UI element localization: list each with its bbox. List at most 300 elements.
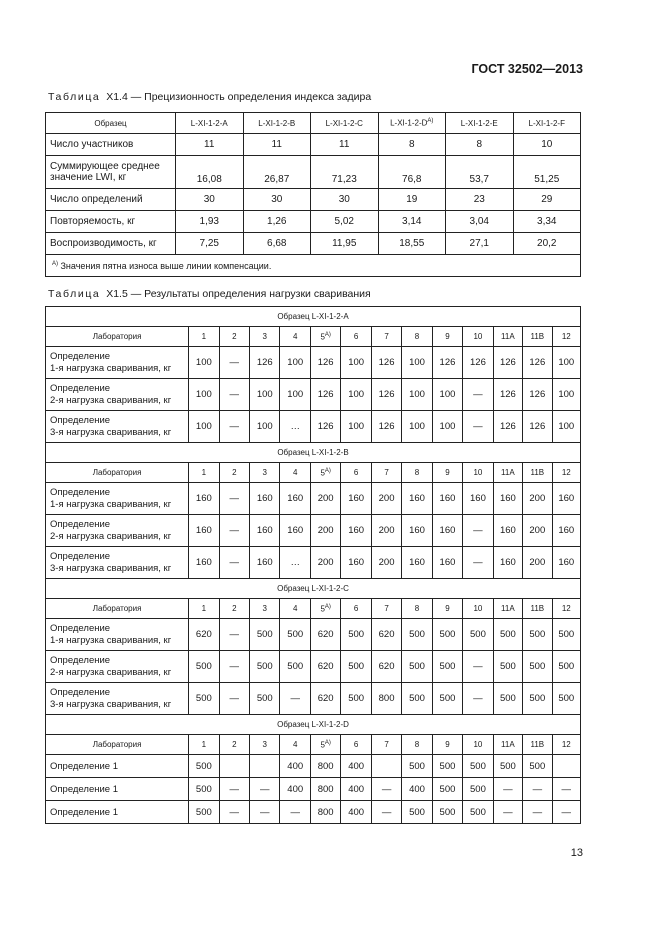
determination-label-line1: Определение bbox=[50, 550, 111, 562]
determination-row bbox=[46, 547, 581, 579]
value-cell: — bbox=[219, 651, 249, 683]
value-cell: 500 bbox=[189, 755, 219, 778]
determination-row bbox=[46, 778, 581, 801]
determination-row bbox=[46, 683, 581, 715]
value-cell: 160 bbox=[341, 483, 371, 515]
precision-table bbox=[45, 112, 581, 277]
column-header-cell bbox=[446, 113, 514, 134]
value-cell: 500 bbox=[493, 683, 522, 715]
value-cell: 126 bbox=[523, 379, 552, 411]
value-cell: 160 bbox=[432, 547, 462, 579]
value-cell: 160 bbox=[250, 547, 280, 579]
table1-row bbox=[46, 156, 581, 189]
laboratory-number-cell bbox=[250, 463, 280, 483]
value-cell: 126 bbox=[310, 411, 340, 443]
column-header-label: L-XI-1-2-A bbox=[190, 118, 228, 128]
value-cell: 20,2 bbox=[513, 233, 581, 255]
laboratory-number-cell bbox=[371, 599, 401, 619]
column-header-label: L-XI-1-2-F bbox=[528, 118, 565, 128]
value-cell: 3,34 bbox=[513, 211, 581, 233]
value-cell: 26,87 bbox=[243, 156, 311, 189]
row-label: Число участников bbox=[46, 134, 176, 156]
value-cell bbox=[552, 755, 580, 778]
footnote-marker: A) bbox=[324, 603, 331, 610]
determination-row bbox=[46, 651, 581, 683]
value-cell: 16,08 bbox=[176, 156, 244, 189]
laboratory-number: 8 bbox=[414, 332, 420, 341]
value-cell: 8 bbox=[446, 134, 514, 156]
laboratory-number-cell bbox=[341, 599, 371, 619]
value-cell: 3,04 bbox=[446, 211, 514, 233]
value-cell: 126 bbox=[463, 347, 493, 379]
value-cell: 200 bbox=[371, 515, 401, 547]
value-cell: 160 bbox=[552, 547, 580, 579]
value-cell: 100 bbox=[189, 411, 219, 443]
value-cell: — bbox=[250, 778, 280, 801]
value-cell: 126 bbox=[310, 379, 340, 411]
value-cell: 100 bbox=[189, 379, 219, 411]
value-cell: 160 bbox=[552, 515, 580, 547]
value-cell: 500 bbox=[463, 755, 493, 778]
sample-title: Образец L-XI-1-2-C bbox=[46, 579, 581, 599]
laboratory-number-cell bbox=[219, 327, 249, 347]
value-cell: 400 bbox=[280, 755, 310, 778]
laboratory-number: 7 bbox=[384, 604, 389, 613]
value-cell: 200 bbox=[523, 483, 552, 515]
determination-label bbox=[46, 483, 189, 515]
laboratory-number: 9 bbox=[445, 604, 450, 613]
value-cell: 51,25 bbox=[513, 156, 581, 189]
value-cell: 126 bbox=[432, 347, 462, 379]
laboratory-number-cell bbox=[310, 735, 340, 755]
laboratory-number: 12 bbox=[561, 604, 571, 613]
sample-title: Образец L-XI-1-2-B bbox=[46, 443, 581, 463]
determination-label bbox=[46, 547, 189, 579]
laboratory-number: 5 bbox=[320, 604, 325, 614]
row-label: Повторяемость, кг bbox=[46, 211, 176, 233]
value-cell: — bbox=[463, 683, 493, 715]
value-cell: 100 bbox=[552, 411, 580, 443]
value-cell: 500 bbox=[402, 683, 432, 715]
table1-row bbox=[46, 233, 581, 255]
laboratory-number: 3 bbox=[262, 468, 267, 477]
laboratory-number: 10 bbox=[473, 468, 483, 477]
laboratory-number-cell bbox=[341, 327, 371, 347]
table1-header-row bbox=[46, 113, 581, 134]
laboratory-number: 2 bbox=[232, 740, 237, 749]
laboratory-number-cell bbox=[402, 735, 432, 755]
table1-footnote bbox=[46, 255, 581, 277]
value-cell: 500 bbox=[402, 801, 432, 824]
value-cell: 23 bbox=[446, 189, 514, 211]
value-cell: — bbox=[371, 801, 401, 824]
value-cell: 620 bbox=[371, 619, 401, 651]
determination-row bbox=[46, 347, 581, 379]
determination-label-line1: Определение bbox=[50, 622, 111, 634]
laboratory-number: 2 bbox=[232, 332, 237, 341]
laboratory-number: 12 bbox=[561, 332, 571, 341]
value-cell: 500 bbox=[250, 651, 280, 683]
laboratory-number: 5 bbox=[320, 468, 325, 478]
value-cell: 500 bbox=[523, 683, 552, 715]
laboratory-label: Лаборатория bbox=[46, 463, 189, 483]
value-cell: — bbox=[463, 515, 493, 547]
determination-label bbox=[46, 515, 189, 547]
value-cell: 29 bbox=[513, 189, 581, 211]
laboratory-number-cell bbox=[493, 735, 522, 755]
value-cell: 500 bbox=[189, 651, 219, 683]
laboratory-number-cell bbox=[219, 463, 249, 483]
value-cell: 500 bbox=[280, 619, 310, 651]
value-cell: 100 bbox=[280, 347, 310, 379]
laboratory-number-cell bbox=[523, 735, 552, 755]
determination-label bbox=[46, 651, 189, 683]
value-cell: 160 bbox=[493, 515, 522, 547]
laboratory-number-cell bbox=[310, 463, 340, 483]
value-cell: 160 bbox=[280, 483, 310, 515]
laboratory-number: 3 bbox=[262, 740, 267, 749]
value-cell: — bbox=[523, 778, 552, 801]
laboratory-number: 9 bbox=[445, 468, 450, 477]
laboratory-number: 7 bbox=[384, 468, 389, 477]
value-cell: 11 bbox=[311, 134, 379, 156]
laboratory-number: 11B bbox=[530, 468, 545, 477]
determination-label-line2: 2-я нагрузка сваривания, кг bbox=[50, 394, 172, 406]
document-header: ГОСТ 32502—2013 bbox=[471, 62, 583, 76]
value-cell: 126 bbox=[371, 379, 401, 411]
laboratory-number-cell bbox=[463, 735, 493, 755]
determination-label-line2: 3-я нагрузка сваривания, кг bbox=[50, 698, 172, 710]
value-cell: 126 bbox=[310, 347, 340, 379]
laboratory-number: 5 bbox=[320, 740, 325, 750]
determination-label-line2: 2-я нагрузка сваривания, кг bbox=[50, 530, 172, 542]
laboratory-number: 11A bbox=[501, 604, 515, 613]
laboratory-number-cell bbox=[402, 599, 432, 619]
determination-label bbox=[46, 619, 189, 651]
laboratory-number-cell bbox=[280, 599, 310, 619]
footnote-marker: A) bbox=[52, 260, 58, 267]
value-cell: — bbox=[493, 801, 522, 824]
column-header-cell bbox=[176, 113, 244, 134]
value-cell bbox=[371, 755, 401, 778]
laboratory-number: 4 bbox=[292, 468, 298, 477]
laboratory-number-cell bbox=[280, 463, 310, 483]
value-cell: 18,55 bbox=[378, 233, 446, 255]
value-cell: — bbox=[463, 547, 493, 579]
value-cell: 126 bbox=[371, 347, 401, 379]
determination-label-line2: 2-я нагрузка сваривания, кг bbox=[50, 666, 172, 678]
value-cell: 160 bbox=[341, 515, 371, 547]
value-cell: 160 bbox=[189, 547, 219, 579]
determination-label: Определение 1 bbox=[46, 755, 189, 778]
determination-label-line1: Определение bbox=[50, 686, 111, 698]
laboratory-label: Лаборатория bbox=[46, 599, 189, 619]
value-cell: 1,26 bbox=[243, 211, 311, 233]
value-cell: 500 bbox=[523, 651, 552, 683]
footnote-marker: A) bbox=[324, 467, 331, 474]
value-cell: 400 bbox=[402, 778, 432, 801]
value-cell: 1,93 bbox=[176, 211, 244, 233]
value-cell: 500 bbox=[463, 778, 493, 801]
value-cell: — bbox=[463, 411, 493, 443]
value-cell: 160 bbox=[189, 515, 219, 547]
value-cell: — bbox=[493, 778, 522, 801]
laboratory-number-cell bbox=[189, 327, 219, 347]
laboratory-number: 2 bbox=[232, 468, 237, 477]
determination-row bbox=[46, 801, 581, 824]
table1-note-row bbox=[46, 255, 581, 277]
value-cell: 800 bbox=[371, 683, 401, 715]
value-cell bbox=[250, 755, 280, 778]
table1-caption-prefix: Таблица bbox=[48, 91, 101, 103]
determination-row bbox=[46, 483, 581, 515]
value-cell: — bbox=[219, 778, 249, 801]
value-cell: — bbox=[280, 801, 310, 824]
value-cell: — bbox=[371, 778, 401, 801]
value-cell: 500 bbox=[552, 683, 580, 715]
laboratory-number-cell bbox=[341, 463, 371, 483]
determination-label bbox=[46, 379, 189, 411]
value-cell: — bbox=[250, 801, 280, 824]
value-cell bbox=[219, 755, 249, 778]
value-cell: 500 bbox=[402, 755, 432, 778]
value-cell: 10 bbox=[513, 134, 581, 156]
page-number: 13 bbox=[570, 847, 583, 859]
determination-row bbox=[46, 411, 581, 443]
laboratory-number: 11B bbox=[530, 332, 545, 341]
value-cell: 800 bbox=[310, 801, 340, 824]
laboratory-number-cell bbox=[219, 735, 249, 755]
laboratory-number: 1 bbox=[201, 740, 207, 749]
weld-load-table bbox=[45, 306, 581, 824]
value-cell: 500 bbox=[493, 619, 522, 651]
laboratory-number: 12 bbox=[561, 740, 571, 749]
value-cell: 53,7 bbox=[446, 156, 514, 189]
value-cell: 11,95 bbox=[311, 233, 379, 255]
footnote-marker: A) bbox=[324, 739, 331, 746]
sample-band-row bbox=[46, 443, 581, 463]
value-cell: 500 bbox=[552, 619, 580, 651]
determination-label-line2: 1-я нагрузка сваривания, кг bbox=[50, 634, 172, 646]
value-cell: 160 bbox=[402, 483, 432, 515]
laboratory-number-cell bbox=[189, 599, 219, 619]
laboratory-number: 9 bbox=[445, 740, 450, 749]
value-cell: — bbox=[463, 379, 493, 411]
laboratory-number-cell bbox=[280, 327, 310, 347]
value-cell: 500 bbox=[432, 778, 462, 801]
table2-caption bbox=[48, 288, 371, 300]
laboratory-number-cell bbox=[402, 327, 432, 347]
determination-row bbox=[46, 619, 581, 651]
value-cell: 126 bbox=[493, 411, 522, 443]
laboratory-number: 10 bbox=[473, 332, 483, 341]
value-cell: 800 bbox=[310, 778, 340, 801]
laboratory-number-cell bbox=[432, 599, 462, 619]
laboratory-number-cell bbox=[250, 599, 280, 619]
laboratory-number-cell bbox=[523, 599, 552, 619]
value-cell: 126 bbox=[523, 347, 552, 379]
laboratory-number: 1 bbox=[201, 332, 207, 341]
value-cell: 160 bbox=[250, 515, 280, 547]
laboratory-header-row bbox=[46, 599, 581, 619]
laboratory-number-cell bbox=[250, 327, 280, 347]
laboratory-number-cell bbox=[523, 327, 552, 347]
value-cell: — bbox=[219, 683, 249, 715]
value-cell: 19 bbox=[378, 189, 446, 211]
value-cell: 500 bbox=[432, 651, 462, 683]
value-cell: 500 bbox=[280, 651, 310, 683]
column-header-label: L-XI-1-2-D bbox=[390, 118, 428, 128]
value-cell: 126 bbox=[250, 347, 280, 379]
value-cell: 400 bbox=[280, 778, 310, 801]
value-cell: 500 bbox=[250, 619, 280, 651]
value-cell: 500 bbox=[402, 619, 432, 651]
value-cell: 100 bbox=[341, 379, 371, 411]
value-cell: 100 bbox=[189, 347, 219, 379]
sample-title: Образец L-XI-1-2-D bbox=[46, 715, 581, 735]
value-cell: — bbox=[219, 347, 249, 379]
value-cell: 160 bbox=[463, 483, 493, 515]
value-cell: 71,23 bbox=[311, 156, 379, 189]
laboratory-number: 1 bbox=[201, 468, 207, 477]
determination-label: Определение 1 bbox=[46, 801, 189, 824]
value-cell: 400 bbox=[341, 801, 371, 824]
value-cell: 100 bbox=[341, 411, 371, 443]
laboratory-number: 11A bbox=[501, 740, 515, 749]
laboratory-number: 2 bbox=[232, 604, 237, 613]
laboratory-number: 11A bbox=[501, 332, 515, 341]
determination-label-line1: Определение bbox=[50, 486, 111, 498]
value-cell: 160 bbox=[552, 483, 580, 515]
value-cell: 100 bbox=[432, 379, 462, 411]
value-cell: 30 bbox=[176, 189, 244, 211]
value-cell: 620 bbox=[310, 651, 340, 683]
laboratory-number-cell bbox=[189, 463, 219, 483]
laboratory-number-cell bbox=[310, 327, 340, 347]
value-cell: 500 bbox=[250, 683, 280, 715]
laboratory-number-cell bbox=[432, 463, 462, 483]
laboratory-number: 11B bbox=[530, 740, 545, 749]
laboratory-number-cell bbox=[310, 599, 340, 619]
laboratory-number: 11B bbox=[530, 604, 545, 613]
value-cell: — bbox=[219, 547, 249, 579]
laboratory-number: 6 bbox=[353, 604, 359, 613]
value-cell: 100 bbox=[432, 411, 462, 443]
laboratory-number: 10 bbox=[473, 740, 483, 749]
sample-band-row bbox=[46, 579, 581, 599]
determination-label bbox=[46, 683, 189, 715]
laboratory-number-cell bbox=[493, 463, 522, 483]
row-label: Суммирующее среднее значение LWI, кг bbox=[46, 156, 176, 189]
value-cell: 500 bbox=[341, 619, 371, 651]
laboratory-number-cell bbox=[463, 327, 493, 347]
value-cell: 126 bbox=[493, 379, 522, 411]
determination-label-line2: 1-я нагрузка сваривания, кг bbox=[50, 362, 172, 374]
value-cell: 400 bbox=[341, 778, 371, 801]
value-cell: 100 bbox=[250, 411, 280, 443]
value-cell: 100 bbox=[552, 379, 580, 411]
value-cell: 620 bbox=[371, 651, 401, 683]
laboratory-number: 3 bbox=[262, 604, 267, 613]
laboratory-header-row bbox=[46, 463, 581, 483]
determination-label-line1: Определение bbox=[50, 518, 111, 530]
value-cell: 11 bbox=[243, 134, 311, 156]
value-cell: — bbox=[219, 515, 249, 547]
laboratory-number-cell bbox=[523, 463, 552, 483]
value-cell: 30 bbox=[311, 189, 379, 211]
value-cell: 8 bbox=[378, 134, 446, 156]
determination-label-line1: Определение bbox=[50, 350, 111, 362]
value-cell: 160 bbox=[341, 547, 371, 579]
value-cell: 100 bbox=[402, 347, 432, 379]
determination-row bbox=[46, 755, 581, 778]
laboratory-number-cell bbox=[189, 735, 219, 755]
laboratory-number: 10 bbox=[473, 604, 483, 613]
laboratory-header-row bbox=[46, 735, 581, 755]
determination-row bbox=[46, 515, 581, 547]
table1-caption-text: Х1.4 — Прецизионность определения индекса задира bbox=[106, 91, 372, 103]
value-cell: 100 bbox=[402, 379, 432, 411]
value-cell: — bbox=[219, 411, 249, 443]
value-cell: 500 bbox=[341, 651, 371, 683]
value-cell: 76,8 bbox=[378, 156, 446, 189]
footnote-marker: A) bbox=[324, 331, 331, 338]
laboratory-number-cell bbox=[341, 735, 371, 755]
footnote-marker: A) bbox=[427, 118, 434, 125]
value-cell: 126 bbox=[493, 347, 522, 379]
determination-label-line1: Определение bbox=[50, 414, 111, 426]
laboratory-number-cell bbox=[463, 599, 493, 619]
value-cell: 126 bbox=[371, 411, 401, 443]
value-cell: 160 bbox=[432, 515, 462, 547]
table1-row bbox=[46, 134, 581, 156]
value-cell: 30 bbox=[243, 189, 311, 211]
determination-label-line2: 3-я нагрузка сваривания, кг bbox=[50, 426, 172, 438]
value-cell: — bbox=[219, 483, 249, 515]
value-cell: 500 bbox=[463, 801, 493, 824]
value-cell: 500 bbox=[189, 801, 219, 824]
laboratory-number: 4 bbox=[292, 604, 298, 613]
column-header-cell bbox=[243, 113, 311, 134]
column-header-label: L-XI-1-2-E bbox=[460, 118, 498, 128]
value-cell: 200 bbox=[310, 547, 340, 579]
value-cell: 500 bbox=[523, 619, 552, 651]
laboratory-label: Лаборатория bbox=[46, 327, 189, 347]
laboratory-number: 4 bbox=[292, 332, 298, 341]
value-cell: 160 bbox=[432, 483, 462, 515]
value-cell: 160 bbox=[493, 483, 522, 515]
value-cell: 620 bbox=[310, 619, 340, 651]
header-cell-sample: Образец bbox=[46, 113, 176, 134]
determination-label: Определение 1 bbox=[46, 778, 189, 801]
laboratory-number-cell bbox=[402, 463, 432, 483]
value-cell: 620 bbox=[189, 619, 219, 651]
value-cell: 100 bbox=[250, 379, 280, 411]
value-cell: 500 bbox=[432, 755, 462, 778]
laboratory-number-cell bbox=[552, 735, 580, 755]
table1-caption bbox=[48, 91, 371, 103]
sample-band-row bbox=[46, 715, 581, 735]
value-cell: — bbox=[219, 801, 249, 824]
value-cell: 100 bbox=[552, 347, 580, 379]
value-cell: 200 bbox=[310, 483, 340, 515]
value-cell: 500 bbox=[523, 755, 552, 778]
laboratory-number: 7 bbox=[384, 332, 389, 341]
value-cell: 200 bbox=[371, 483, 401, 515]
value-cell: 160 bbox=[189, 483, 219, 515]
determination-label bbox=[46, 347, 189, 379]
value-cell: … bbox=[280, 547, 310, 579]
